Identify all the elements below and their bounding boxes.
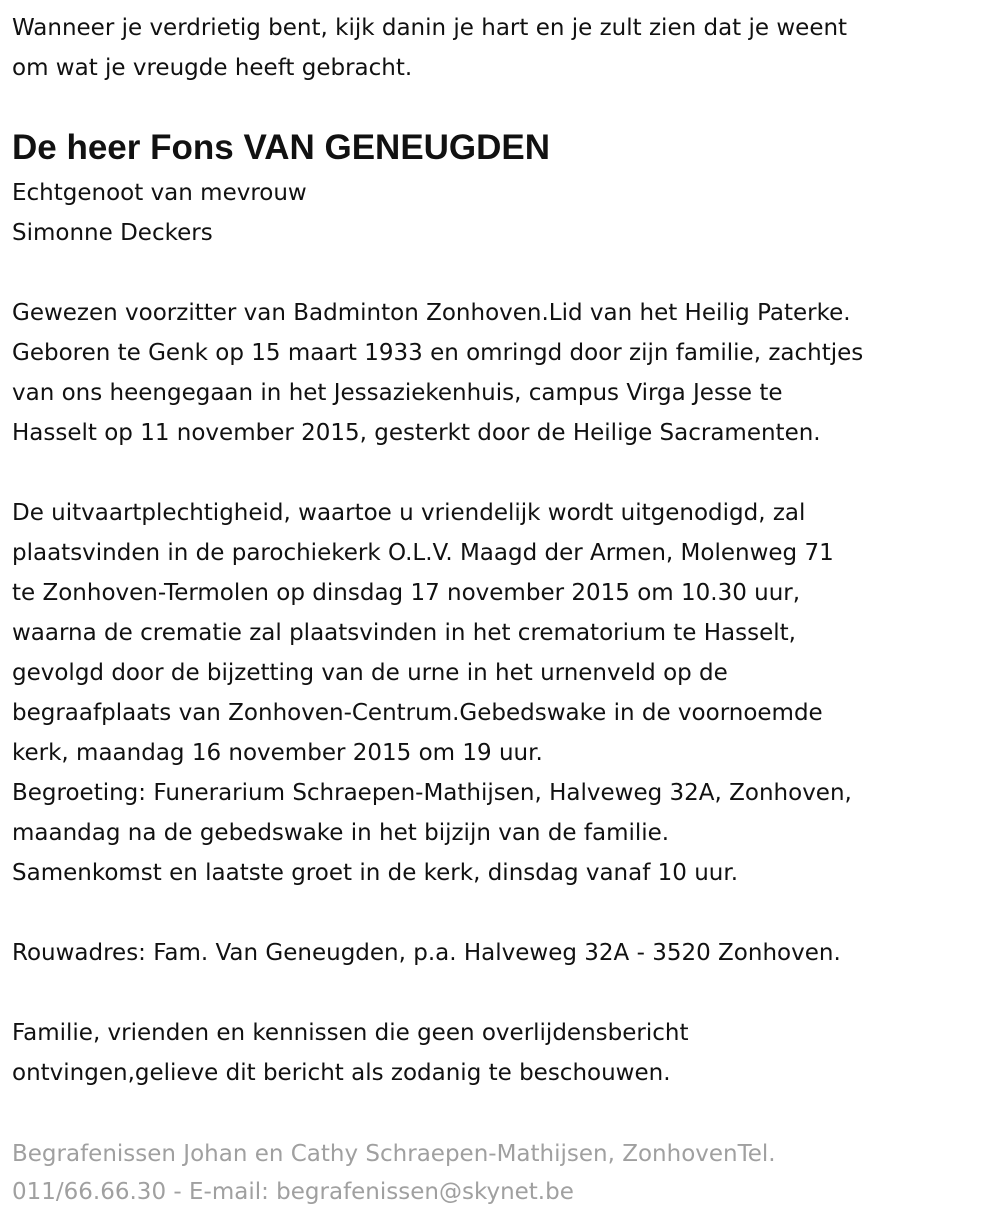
funeral-home-footer: [12, 1135, 1000, 1211]
ceremony-line: plaatsvinden in de parochiekerk O.L.V. Maagd der Armen, Molenweg 71: [12, 540, 834, 566]
bio-line: van ons heengegaan in het Jessaziekenhuis, campus Virga Jesse te: [12, 380, 783, 406]
quote-line: om wat je vreugde heeft gebracht.: [12, 55, 413, 81]
spouse: [12, 173, 1000, 253]
ceremony-line: gevolgd door de bijzetting van de urne in het urnenveld op de: [12, 660, 728, 686]
footer-line: Begrafenissen Johan en Cathy Schraepen-Mathijsen, ZonhovenTel.: [12, 1141, 776, 1167]
ceremony-line: Samenkomst en laatste groet in de kerk, dinsdag vanaf 10 uur.: [12, 860, 739, 886]
footer-line: 011/66.66.30 - E-mail: begrafenissen@skynet.be: [12, 1179, 574, 1205]
ceremony-line: De uitvaartplechtigheid, waartoe u vriendelijk wordt uitgenodigd, zal: [12, 500, 806, 526]
notice-line: ontvingen,gelieve dit bericht als zodanig te beschouwen.: [12, 1060, 671, 1086]
notice-line: Familie, vrienden en kennissen die geen overlijdensbericht: [12, 1020, 689, 1046]
spouse-line: Simonne Deckers: [12, 220, 213, 246]
mourning-address: [12, 933, 1000, 973]
ceremony-details: [12, 493, 1000, 893]
bio-line: Geboren te Genk op 15 maart 1933 en omringd door zijn familie, zachtjes: [12, 340, 864, 366]
biography: [12, 293, 1000, 453]
bio-line: Hasselt op 11 november 2015, gesterkt door de Heilige Sacramenten.: [12, 420, 821, 446]
deceased-name: De heer Fons VAN GENEUGDEN: [12, 128, 551, 167]
ceremony-line: Begroeting: Funerarium Schraepen-Mathijsen, Halveweg 32A, Zonhoven,: [12, 780, 852, 806]
quote-line: Wanneer je verdrietig bent, kijk danin je hart en je zult zien dat je weent: [12, 15, 848, 41]
ceremony-line: te Zonhoven-Termolen op dinsdag 17 november 2015 om 10.30 uur,: [12, 580, 801, 606]
ceremony-line: begraafplaats van Zonhoven-Centrum.Gebedswake in de voornoemde: [12, 700, 823, 726]
quote: [12, 8, 1000, 88]
address-line: Rouwadres: Fam. Van Geneugden, p.a. Halveweg 32A - 3520 Zonhoven.: [12, 940, 841, 966]
ceremony-line: waarna de crematie zal plaatsvinden in het crematorium te Hasselt,: [12, 620, 796, 646]
notice: [12, 1013, 1000, 1093]
ceremony-line: kerk, maandag 16 november 2015 om 19 uur.: [12, 740, 543, 766]
bio-line: Gewezen voorzitter van Badminton Zonhoven.Lid van het Heilig Paterke.: [12, 300, 851, 326]
ceremony-line: maandag na de gebedswake in het bijzijn van de familie.: [12, 820, 670, 846]
spouse-line: Echtgenoot van mevrouw: [12, 180, 307, 206]
